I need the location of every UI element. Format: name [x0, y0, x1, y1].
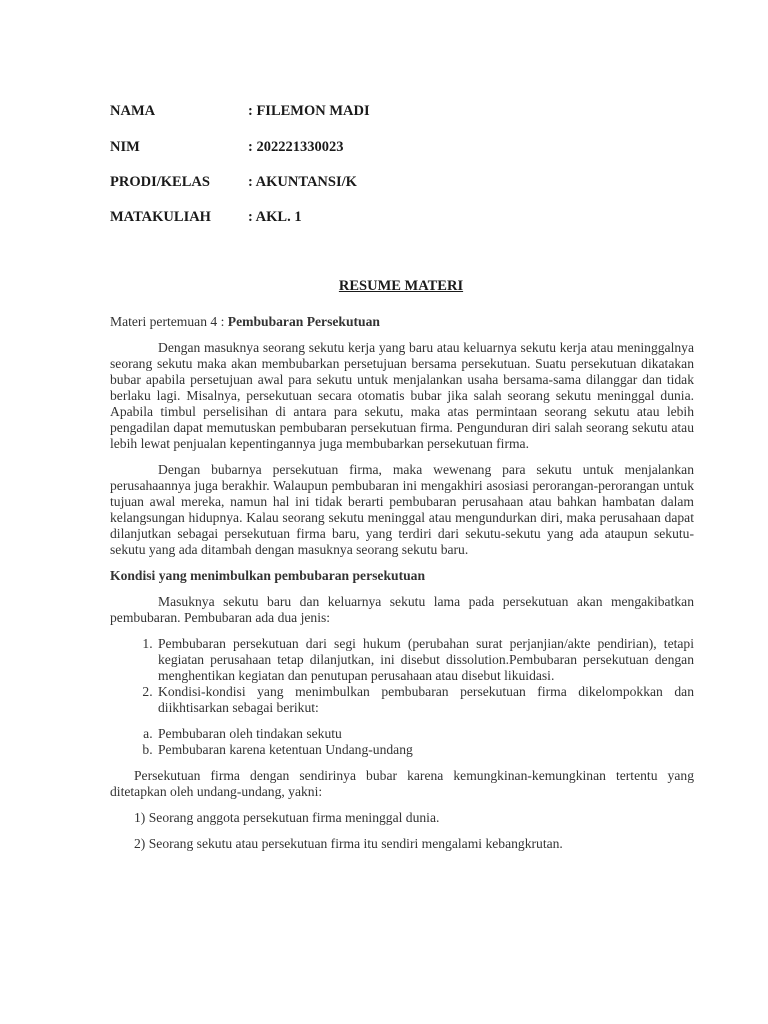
- sub-item: 2) Seorang sekutu atau persekutuan firma itu sendiri mengalami kebangkrutan.: [134, 836, 563, 851]
- meeting-prefix: Materi pertemuan 4 :: [110, 314, 228, 329]
- identity-label: MATAKULIAH: [110, 209, 211, 225]
- list-item: 2. Kondisi-kondisi yang menimbulkan pembubaran persekutuan firma dikelompokkan dan diikhtisarkan sebagai berikut:: [156, 684, 694, 716]
- identity-value: : AKL. 1: [248, 209, 302, 225]
- meeting-topic: Pembubaran Persekutuan: [227, 314, 380, 329]
- identity-value: : AKUNTANSI/K: [248, 174, 357, 190]
- identity-label: PRODI/KELAS: [110, 174, 210, 190]
- numbered-list: [110, 636, 694, 716]
- sub-item: 1) Seorang anggota persekutuan firma meninggal dunia.: [134, 810, 440, 825]
- document-body: [110, 314, 694, 862]
- identity-value: : 202221330023: [248, 139, 344, 155]
- alpha-list: [110, 726, 694, 758]
- closing-paragraph: Persekutuan firma dengan sendirinya bubar karena kemungkinan-kemungkinan tertentu yang ditetapkan oleh undang-undang, yakni:: [110, 768, 694, 799]
- identity-label: NIM: [110, 139, 140, 155]
- list-item: b. Pembubaran karena ketentuan Undang-undang: [156, 742, 694, 758]
- list-item: a. Pembubaran oleh tindakan sekutu: [156, 726, 694, 742]
- document-title: RESUME MATERI: [338, 278, 464, 294]
- list-item: 1. Pembubaran persekutuan dari segi hukum (perubahan surat perjanjian/akte pendirian), tetapi kegiatan perusahaan tetap dilanjutkan, ini disebut dissolution.Pembubaran persekutuan dengan menghentikan kegiatan dan penutupan perusahaan atau disebut likuidasi.: [156, 636, 694, 684]
- section-intro: Masuknya sekutu baru dan keluarnya sekutu lama pada persekutuan akan mengakibatkan pembubaran. Pembubaran ada dua jenis:: [110, 594, 694, 625]
- identity-value: : FILEMON MADI: [248, 103, 370, 119]
- identity-label: NAMA: [110, 103, 156, 119]
- meeting-line: [110, 314, 694, 330]
- section-heading: Kondisi yang menimbulkan pembubaran persekutuan: [110, 568, 426, 583]
- paragraph-2: Dengan bubarnya persekutuan firma, maka wewenang para sekutu untuk menjalankan perusahaannya juga berakhir. Walaupun pembubaran ini mengakhiri asosiasi perorangan-perorangan untuk tujuan awal mereka, namun hal ini tidak berarti pembubaran perusahaan atau bahkan hambatan dalam kelangsungan hidupnya. Kalau seorang sekutu meninggal atau mengundurkan diri, maka perusahaan dapat dilanjutkan sebagai persekutuan firma baru, yang terdiri dari sekutu-sekutu yang ada ataupun sekutu-sekutu yang ada ditambah dengan masuknya seorang sekutu baru.: [110, 462, 694, 557]
- paragraph-1: Dengan masuknya seorang sekutu kerja yang baru atau keluarnya sekutu kerja atau meninggalnya seorang sekutu maka akan membubarkan persetujuan bersama persekutuan. Suatu persekutuan dikatakan bubar apabila persetujuan awal para sekutu untuk menjalankan usaha bersama-sama dilanggar dan tidak berlaku lagi. Misalnya, persekutuan secara otomatis bubar jika salah seorang sekutu meninggal dunia. Apabila timbul perselisihan di antara para sekutu, maka atas permintaan seorang sekutu atau lebih pengadilan dapat memutuskan pembubaran persekutuan firma. Pengunduran diri salah seorang sekutu atau lebih lewat penjualan kepentingannya juga membubarkan persekutuan firma.: [110, 340, 694, 451]
